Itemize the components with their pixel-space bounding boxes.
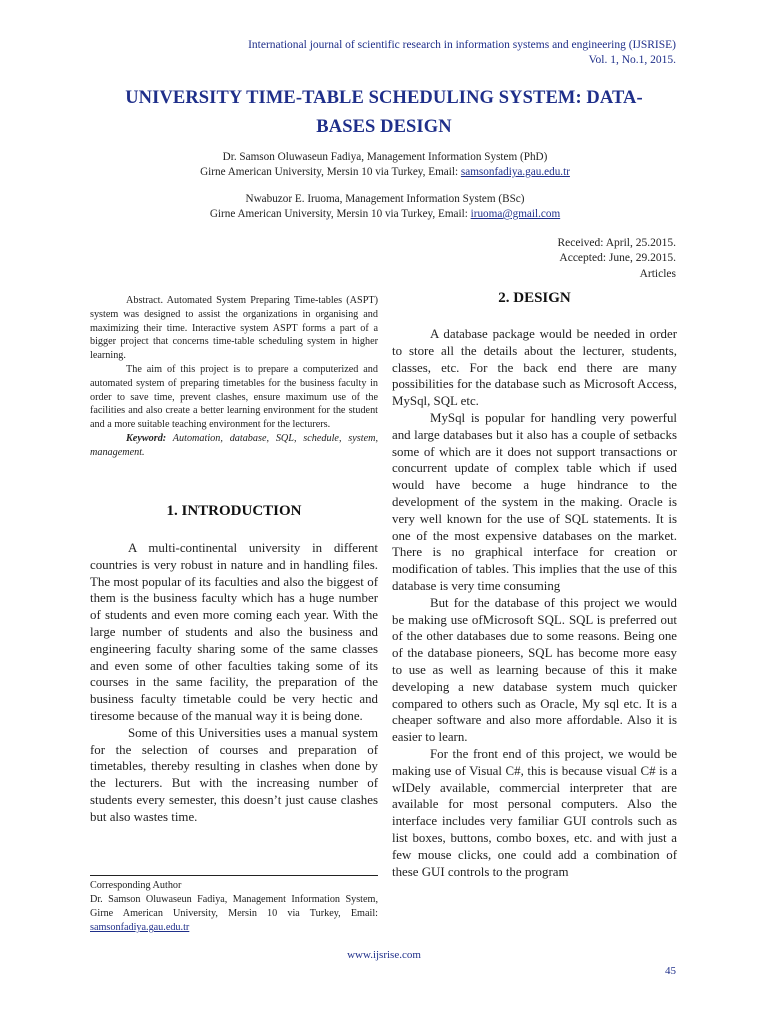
abstract-paragraph-2: The aim of this project is to prepare a computerized and automated system of preparing timetables for the business faculty in order to save time, prevent clashes, ensure maximum use of the facilities and also create a better learning environment for the student and a more suitable teaching environment for the lecturers. (90, 363, 378, 431)
article-type: Articles (639, 267, 676, 280)
corresponding-author-details (90, 893, 378, 935)
received-date: Received: April, 25.2015. (557, 237, 676, 249)
author-1-email-link[interactable]: samsonfadiya.gau.edu.tr (460, 166, 570, 178)
paper-title-line-2: BASES DESIGN (316, 117, 452, 137)
corresponding-author-text: Dr. Samson Oluwaseun Fadiya, Management Information System, Girne American University, Mersin 10 via Turkey, Email: (90, 894, 378, 919)
author-2-affiliation (90, 207, 680, 222)
journal-volume: Vol. 1, No.1, 2015. (588, 54, 676, 66)
design-heading: 2. DESIGN (498, 290, 571, 306)
author-1-affiliation (90, 165, 680, 180)
keywords-label: Keyword: (126, 432, 167, 444)
author-2-affiliation-text: Girne American University, Mersin 10 via Turkey, Email: (209, 208, 471, 220)
keywords (90, 432, 378, 460)
introduction-paragraph-2: Some of this Universities uses a manual system for the selection of courses and preparation of timetables, thereby resulting in clashes when done by the lecturers. But with the increasing number of students every semester, this doesn’t just cause clashes but also wastes time. (90, 725, 378, 824)
page-number: 45 (665, 965, 676, 977)
introduction-heading-wrap (90, 503, 378, 520)
introduction-heading: 1. INTRODUCTION (166, 503, 302, 519)
author-1-name: Dr. Samson Oluwaseun Fadiya, Management Information System (PhD) (222, 151, 548, 163)
design-paragraph-1: A database package would be needed in order to store all the details about the lecturer, students, classes, etc. For the back end there are many possibilities for the database such as Microsoft Access, MySql, SQL etc. (392, 327, 677, 409)
design-paragraph-3: But for the database of this project we would be making use ofMicrosoft SQL. SQL is preferred out of the other databases due to some reasons. Being one of the database pioneers, SQL has become more easy to use as well as learning because of this it make developing a new database system much quicker compared to others such as Oracle, My sql etc. It is a cheaper software and also more affordable. Also it is easier to learn. (392, 595, 677, 745)
abstract (90, 294, 378, 460)
introduction-section (90, 540, 378, 826)
journal-header (116, 38, 676, 68)
design-paragraph-2: MySql is popular for handling very powerful and large databases but it also has a couple of setbacks some of which are it does not support transactions or concurrent update of complex table which if used would have become a huge hindrance to the development of the system in the making. Oracle is very well known for the use of SQL statements. It is one of the most expensive databases on the market. There is no graphical interface for creation or modification of tables. This implies that the use of this database is very time consuming (392, 410, 677, 593)
paper-title (70, 84, 698, 142)
author-2-name: Nwabuzor E. Iruoma, Management Information System (BSc) (245, 193, 525, 205)
journal-name: International journal of scientific research in information systems and engineering (IJSRISE) (248, 39, 676, 51)
design-section (392, 326, 677, 880)
introduction-paragraph-1: A multi-continental university in different countries is very robust in nature and in handling files. The most popular of its faculties and also the biggest of them is the business faculty which has a huge number of students and even more coming each year. With the large number of students and also the business and engineering faculty sharing some of the same classes and even some of other faculties taking some of its courses in the same facility, the preparation of the business faculty timetable could be very hectic and tiresome because of the manual way it is being done. (90, 541, 378, 723)
footnote-divider (90, 875, 378, 876)
corresponding-author-email-link[interactable]: samsonfadiya.gau.edu.tr (90, 922, 190, 933)
accepted-date: Accepted: June, 29.2015. (559, 252, 676, 265)
corresponding-author (90, 879, 378, 935)
author-1-affiliation-text: Girne American University, Mersin 10 via Turkey, Email: (200, 166, 461, 178)
design-paragraph-4: For the front end of this project, we would be making use of Visual C#, this is because visual C# is a wIDely available, commercial interpreter that are available for most personal computers. Also the interface includes very familiar GUI controls such as list boxes, buttons, combo boxes, etc. and with just a few mouse clicks, one could add a combination of these GUI controls to the program (392, 746, 677, 879)
article-dates (558, 236, 677, 282)
abstract-paragraph-1: Abstract. Automated System Preparing Time-tables (ASPT) system was designed to assist the organizations in organising and maximizing their time. Interactive system ASPT forms a part of a bigger project that concerns time-table scheduling system in higher learning. (90, 295, 378, 362)
keywords-text: Automation, database, SQL, schedule, system, management. (90, 432, 378, 458)
author-2-email-link[interactable]: iruoma@gmail.com (470, 208, 561, 220)
corresponding-author-label: Corresponding Author (90, 880, 182, 891)
paper-title-line-1: UNIVERSITY TIME-TABLE SCHEDULING SYSTEM: DATA- (125, 88, 643, 108)
author-2 (90, 192, 680, 222)
footer-website[interactable]: www.ijsrise.com (347, 949, 421, 961)
author-1 (90, 150, 680, 180)
design-heading-wrap (392, 290, 677, 307)
